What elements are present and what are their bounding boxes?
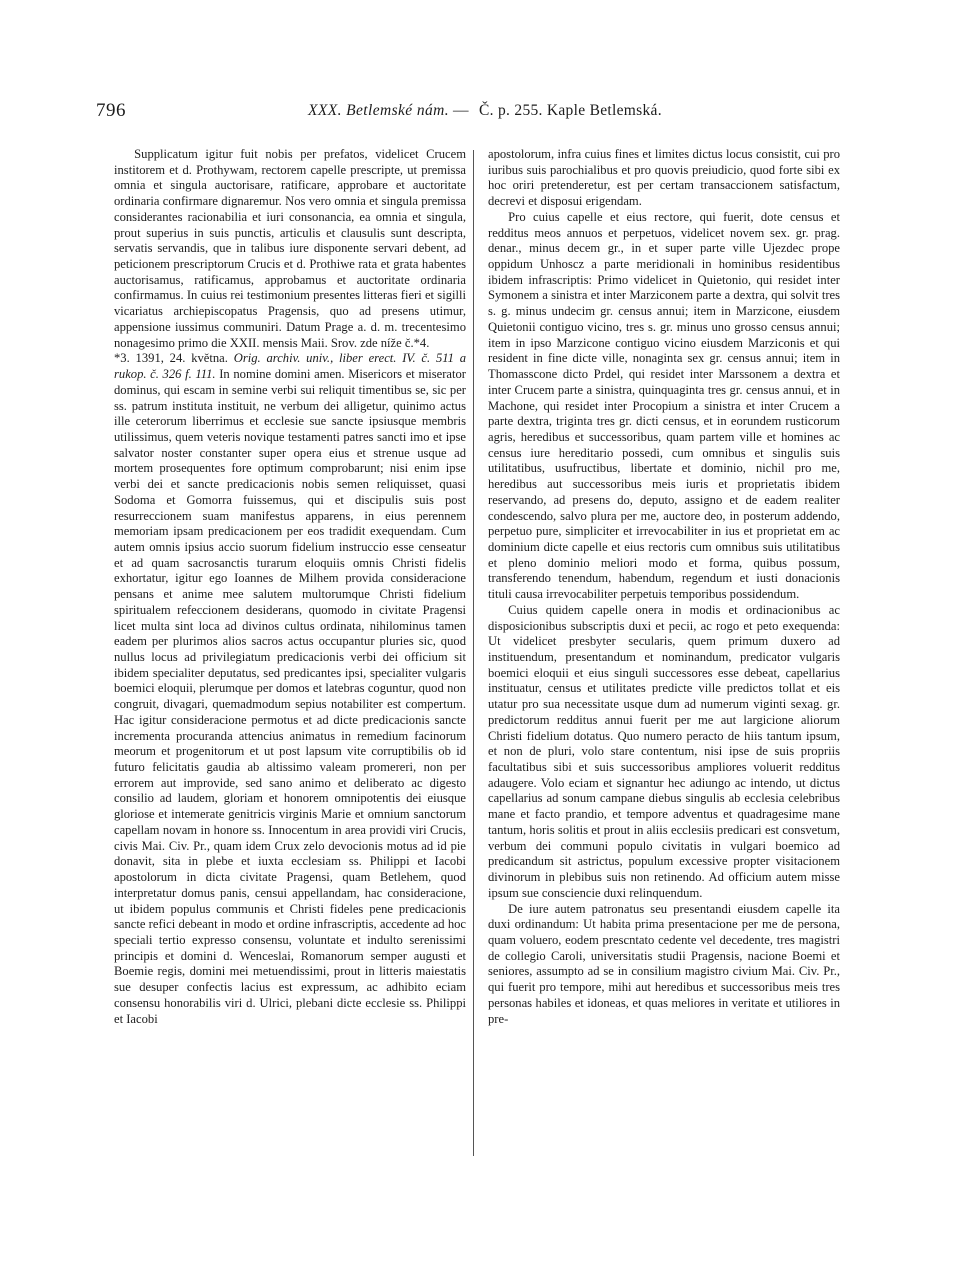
record-number: *3. [114, 351, 130, 366]
record-source: Orig. archiv. univ., liber erect. IV. č. 511 a rukop. č. 326 f. 111. [114, 351, 466, 382]
paragraph-de-iure: De iure autem patronatus seu presentandi eiusdem capelle ita duxi ordinandum: Ut habita prima presentacione per me de persona, quam voluero, eodem prescntato cedente vel decedente, tres magistri de collegio Caroli, universitatis studii Pragensis, nacione Boemi et seniores, assumpto ad se in consilium magistro civium Mai. Civ. Pr., qui fuerit pro tempore, mihi aut heredibus et successoribus meis tres personas habiles et idoneas, et quas meliores in veritate et utiliores in pre- [488, 901, 840, 1026]
paragraph-cuius-quidem: Cuius quidem capelle onera in modis et ordinacionibus ac disposicionibus subscriptis duxi et pecii, ac rogo et peto exequenda: Ut videlicet presbyter secularis, quem primum duxero ad instituendum, presentandum et nominandum, predicator vulgaris boemici eloquii et eius singuli successores esse debeat, capellarius instituatur, census et utilitates predicte ville predictos tollat et eis utatur pro sua necessitate usque dum ad numerum viginti sexag. gr. predictorum redditus annui fuerit per me aut largicione aliorum Christi fidelium dotatus. Quo numero peracto de hiis tantum ipsum, et non de pluri, volo stare contentum, nisi ipse de suis propriis facultatibus sibi et suis successoribus ampliores voluerit redditus adaugere. Volo eciam et signantur hec adiungo ac intendo, ut dictus capellarius ad sonum campane diebus singulis ab ecclesia celebribus mane et facto prandio, et tempore adventus et quadragesime mane tantum, horis solitis et prout in aliis ecclesiis predicari est consvetum, verbum dei communi populo civitatis in vulgari boemico ad predicandum sit astrictus, populum excessive propter visitacionem divinorum in plebibus suis non retinendo. Ad officium autem misse ipsum sue consciencie duxi relinquendum. [488, 602, 840, 900]
chapter-title: XXX. Betlemské nám. [308, 102, 450, 119]
paragraph-supplicatum: Supplicatum igitur fuit nobis per prefatos, videlicet Crucem institorem et d. Prothywam, rectorem capelle prescripte, ut premissa omnia et singula auctorisare, ratificare, approbare et auctoritate ordinaria confirmare dignaremur. Nos vero omnia et singula premissa considerantes racionabilia et iuri consonancia, ea omnia et singula, prout superius in suis punctis, articulis et clausulis sunt descripta, servatis servandis, que in talibus iure disponente servari debent, ad peticionem prescriptorum Crucis et d. Prothiwe rata et grata habentes auctorisamus, ratificamus, approbamus et auctoritate ordinaria confirmamus. In cuius rei testimonium presentes litteras fieri et sigilli vicariatus archiepiscopatus Pragensis, quo ad presens utimur, appensione iussimus communiri. Datum Prage a. d. m. trecentesimo nonagesimo primo die XXII. mensis Maii. Srov. zde níže č.*4. [114, 147, 466, 350]
right-column [488, 147, 840, 1027]
section-reference: Č. p. 255. Kaple Betlemská. [479, 102, 662, 119]
running-head [96, 98, 906, 124]
header-dash: — [453, 102, 469, 119]
column-divider [473, 150, 474, 1156]
left-column [114, 147, 466, 1027]
paragraph-in-nomine: In nomine domini amen. Misericors et miserator dominus, qui escam in semine verbi sui reliquit timentibus se, sic per ss. patrum instituta instituit, ne verbum dei alligetur, quinimo actus ille ceterorum liberrimus et ecclesie sue sancte ipsiusque membris utilissimus, quem veteris novique testamenti patres sancti imo et ipse salvator noster constanter super opera eius et strenue usque ad mortem prosequentes fore optimum comprobarunt; nisi enim ipse verbi dei et sancte predicacionis nobis semen reliquisset, quasi Sodoma et Gomorra fuissemus, qui et discipulis suis post resurreccionem suam manifestus apparens, in eius perennem memoriam ipsam predicacionem per eos tradidit exequendam. Cum autem omnis ipsius accio suorum fidelium instruccio esse censeatur et ad quam sacrosanctis turarum eloquiis omnis Christi fidelis exhortatur, igitur ego Ioannes de Milhem provida consideracione pensans et anime mee salutem multorumque Christi fidelium spiritualem refeccionem desiderans, quomodo in civitate Pragensi licet multa sint loca ad divinos cultus ordinata, nihilominus tamen eadem per plurimos alios sacros actus occupantur pluries sic, quod nullus locus ad privilegiatum predicacionis verbi dei officium sit ibidem specialiter deputatus, sed predicantes ipsi, specialiter vulgaris boemici eloquii, plerumque per domos et latebras coguntur, quod non congruit, divagari, quemadmodum sepius notabiliter est compertum. Hac igitur consideracione permotus et ad dicte predicacionis sancte incrementa procuranda attencius animatus in remedium facinorum meorum et progenitorum et ut post lapsum vite corruptibilis ob id futuro felicitatis gaudia ab altissimo valeam promereri, non per errorem aut improvide, sed sano animo et deliberato ac digesto consilio ad laudem, gloriam et honorem omnipotentis dei eiusque gloriose et intemerate genitricis virginis Marie et omnium sanctorum capellam novam in honore ss. Innocentum in area providi viri Crucis, civis Mai. Civ. Pr., quam idem Crux zelo devocionis motus ad id pie donavit, sita in plebe et iuxta ecclesiam ss. Philippi et Iacobi apostolorum in dicta civitate Pragensi, quam Betlehem, quod interpretatur domus panis, censui appellandam, hac consideracione, ut ibidem populus communis et Christi fideles pene predicacionis sancte refici debeant in modo et ordine infrascriptis, accedente ad hoc speciali tertio expresso consensu, voluntate et indulto serenissimi principis et domini d. Wenceslai, Romanorum semper augusti et Boemie regis, domini mei metuendissimi, prout in litteris maiestatis sue desuper confectis lacius est expressum, ac adhibito eciam consensu honorabilis viri d. Ulrici, plebani dicte ecclesie ss. Philippi et Iacobi [114, 367, 466, 1026]
paragraph-pro-cuius: Pro cuius capelle et eius rectore, qui fuerit, dote census et redditus meos annuos et perpetuos, videlicet novem sex. gr. prag. denar., minus decem gr., in et super parte ville Ujezdec prope oppidum Unhoscz a parte meridionali in hominibus residentibus ibidem infrascriptis: Primo videlicet in Quietonio, qui residet inter Symonem a sinistra et inter Marziconem parte a dextra, qui solvit tres s. g. minus undecim gr. census annui; item in Marzicone, eiusdem Quietonii contiguo vicino, tres s. gr. minus uno grosso census annui; item in ipso Marzicone contiguo vicino eiusdem Marziconis et qui resident in fine dicte ville, nonaginta sex gr. census annui; item in Thomasscone dicto Prdel, qui residet inter Marssonem a dextra et inter Crucem parte a sinistra, quinquaginta tres gr. census annui, et in Machone, qui residet inter Procopium a sinistra et inter Crucem a parte dextra, triginta tres gr. dicti census, et in eorundem rusticorum agris, heredibus et successoribus, quam partem ville et homines ac census iure hereditario possedi, cum omnibus et singulis suis utilitatibus, usufructibus, libertate et dominio, nichil pro me, heredibus aut successoribus meis iuris et proprietatis ibidem reservando, ad presens do, deputo, assigno et de eadem realiter condescendo, salvo plura per me, auctore deo, in posterum addendo, perpetuo pure, simpliciter et irrevocabiliter in ius et proprietat em ac dominium dicte capelle et eius rectoris cum omnibus suis utilitatibus et pleno dominio meliori modo et forma, quibus possum, transferendo tenendum, habendum, regendum et iusti donacionis tituli causa irrevocabiliter perpetuis temporibus possidendum. [488, 209, 840, 602]
record-heading [114, 351, 466, 1027]
page-number: 796 [96, 100, 126, 121]
record-date: 1391, 24. května. [135, 351, 228, 366]
paragraph-continuation: apostolorum, infra cuius fines et limites dictus locus consistit, cui pro iuribus suis parochialibus et pro quovis preiudicio, quod forte sibi ex hoc oriri pretenderetur, est per certam transaccionem satisfactum, decrevi et disposui erigendam. [488, 147, 840, 209]
